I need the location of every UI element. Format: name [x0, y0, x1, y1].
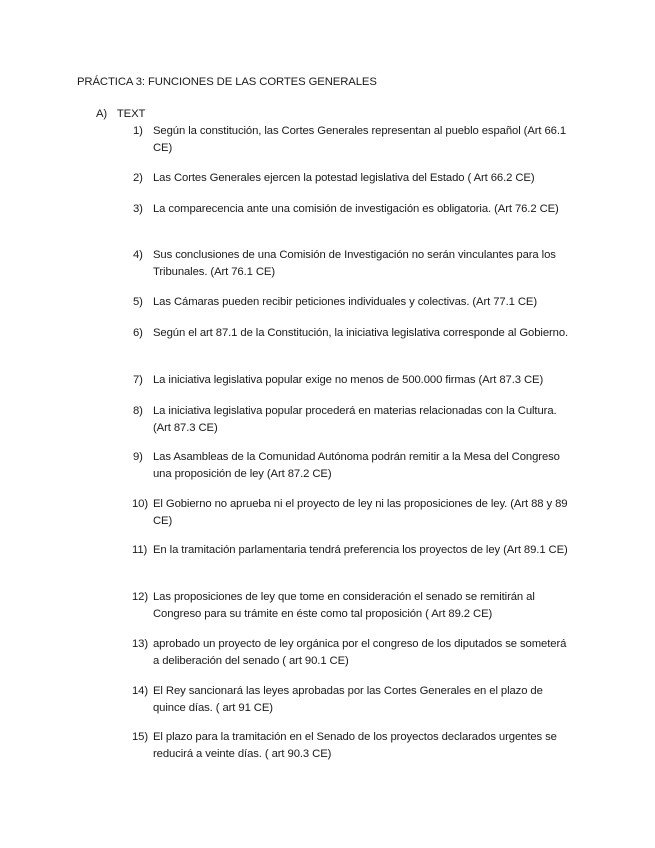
item-text: El Rey sancionará las leyes aprobadas por las Cortes Generales en el plazo de quince días. ( art 91 CE) [153, 685, 543, 714]
item-number: 8) [133, 405, 143, 417]
item-number: 4) [133, 249, 143, 261]
item-text: Según el art 87.1 de la Constitución, la iniciativa legislativa corresponde al Gobierno. [153, 327, 569, 339]
item-number: 11) [132, 544, 148, 556]
item-text: El Gobierno no aprueba ni el proyecto de ley ni las proposiciones de ley. (Art 88 y 89 CE) [153, 498, 568, 527]
item-number: 1) [133, 125, 143, 137]
section-name: TEXT [116, 108, 146, 120]
item-text: El plazo para la tramitación en el Senado de los proyectos declarados urgentes se reducirá a veinte días. ( art 90.3 CE) [153, 731, 557, 760]
item-text: Las Asambleas de la Comunidad Autónoma podrán remitir a la Mesa del Congreso una proposición de ley (Art 87.2 CE) [153, 451, 560, 480]
page-title: PRÁCTICA 3: FUNCIONES DE LAS CORTES GENERALES [77, 76, 377, 88]
item-number: 14) [132, 685, 149, 697]
item-text: Las proposiciones de ley que tome en consideración el senado se remitirán al Congreso para su trámite en éste como tal proposición ( Art 89.2 CE) [153, 591, 535, 620]
item-text: La iniciativa legislativa popular procederá en materias relacionadas con la Cultura. (Art 87.3 CE) [153, 405, 557, 434]
item-text: La comparecencia ante una comisión de investigación es obligatoria. (Art 76.2 CE) [153, 203, 559, 215]
item-number: 15) [132, 731, 149, 743]
item-text: Según la constitución, las Cortes Generales representan al pueblo español (Art 66.1 CE) [153, 125, 567, 154]
section-label: A) [96, 108, 108, 120]
item-number: 6) [133, 327, 143, 339]
item-number: 5) [133, 296, 143, 308]
item-number: 7) [133, 374, 143, 386]
item-text: aprobado un proyecto de ley orgánica por el congreso de los diputados se someterá a deliberación del senado ( art 90.1 CE) [153, 638, 567, 667]
item-text: La iniciativa legislativa popular exige no menos de 500.000 firmas (Art 87.3 CE) [153, 374, 544, 386]
item-number: 9) [133, 451, 143, 463]
item-text: Las Cortes Generales ejercen la potestad legislativa del Estado ( Art 66.2 CE) [153, 172, 535, 184]
item-number: 2) [133, 172, 143, 184]
item-text: Sus conclusiones de una Comisión de Investigación no serán vinculantes para los Tribunales. (Art 76.1 CE) [153, 249, 556, 278]
item-number: 10) [132, 498, 149, 510]
item-text: En la tramitación parlamentaria tendrá preferencia los proyectos de ley (Art 89.1 CE) [153, 544, 568, 556]
item-number: 13) [132, 638, 149, 650]
item-number: 3) [133, 203, 143, 215]
item-number: 12) [132, 591, 149, 603]
section-heading [96, 108, 145, 120]
item-text: Las Cámaras pueden recibir peticiones individuales y colectivas. (Art 77.1 CE) [153, 296, 538, 308]
